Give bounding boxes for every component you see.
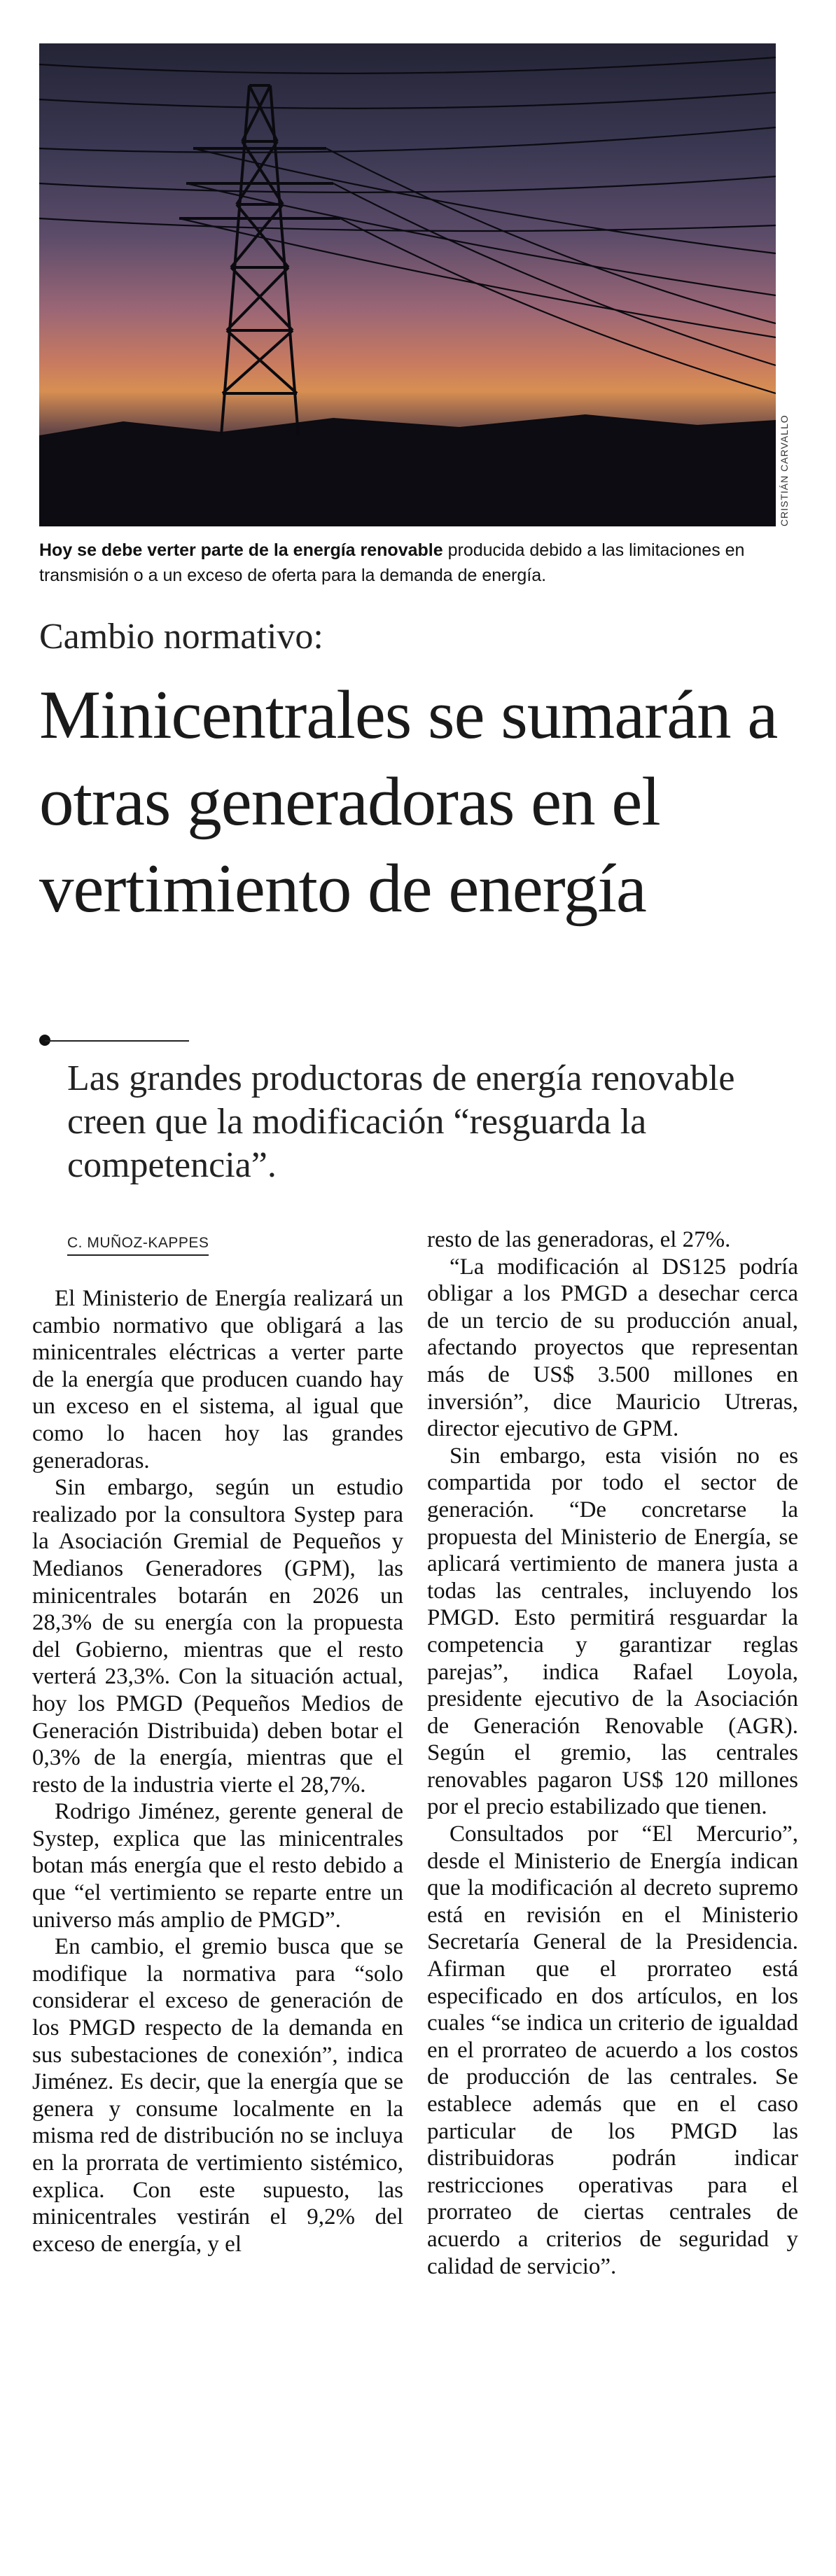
paragraph: El Ministerio de Energía realizará un cambio normativo que obligará a las minicentrales eléctricas a verter parte de la energía que producen cuando hay un exceso en el sistema, al igual que como lo hacen hoy las grandes generadoras. [32,1286,403,1474]
article-column-1 [32,1285,403,2258]
deck-rule [45,1040,189,1042]
byline: C. MUÑOZ-KAPPES [67,1235,209,1256]
paragraph: Sin embargo, esta visión no es compartida por todo el sector de generación. “De concretarse la propuesta del Ministerio de Energía, se aplicará vertimiento de manera justa a todas las centrales, incluyendo los PMGD. Esto permitirá resguardar la competencia y garantizar reglas parejas”, indica Rafael Loyola, presidente ejecutivo de la Asociación de Generación Renovable (AGR). Según el gremio, las centrales renovables pagaron US$ 120 millones por el precio estabilizado que tienen. [427,1443,798,1820]
paragraph: En cambio, el gremio busca que se modifique la normativa para “solo considerar el exceso de generación de los PMGD respecto de la demanda en sus subestaciones de conexión”, indica Jiménez. Es decir, que la energía que se genera y consume localmente en la misma red de distribución no se incluya en la prorrata de vertimiento sistémico, explica. Con este supuesto, las minicentrales vestirán el 9,2% del exceso de energía, y el [32,1934,403,2257]
article-photo [39,43,776,526]
power-tower-sunset-photo [39,43,776,526]
paragraph: Rodrigo Jiménez, gerente general de Systep, explica que las minicentrales botan más energía que el resto debido a que “el vertimiento se reparte entre un universo más amplio de PMGD”. [32,1799,403,1933]
paragraph: Sin embargo, según un estudio realizado por la consultora Systep para la Asociación Gremial de Pequeños y Medianos Generadores (GPM), las minicentrales botarán en 2026 un 28,3% de su energía con la propuesta del Gobierno, mientras que el resto verterá 23,3%. Con la situación actual, hoy los PMGD (Pequeños Medios de Generación Distribuida) deben botar el 0,3% de la energía, mientras que el resto de la industria vierte el 28,7%. [32,1475,403,1798]
paragraph-continued: resto de las generadoras, el 27%. [427,1227,731,1252]
deck: Las grandes productoras de energía renovable creen que la modificación “resguarda la competencia”. [67,1058,735,1185]
caption-text: producida debido a las limitaciones en transmisión o a un exceso de oferta para la demanda de energía. [39,540,745,585]
photo-caption [39,538,781,588]
kicker: Cambio normativo: [39,617,323,657]
headline: Minicentrales se sumarán a otras generadoras en el vertimiento de energía [39,677,778,927]
photo-credit: CRISTIÁN CARVALLO [779,414,790,526]
paragraph: Consultados por “El Mercurio”, desde el Ministerio de Energía indican que la modificación al decreto supremo está en revisión en el Ministerio Secretaría General de la Presidencia. Afirman que el prorrateo está especificado en dos artículos, en los cuales “se indica un criterio de igualdad en el prorrateo de acuerdo a los costos de producción de las centrales. Se establece además que en el caso particular de los PMGD las distribuidoras podrán indicar restricciones operativas para el prorrateo de ciertas centrales de acuerdo a criterios de seguridad y calidad de servicio”. [427,1821,798,2279]
paragraph: “La modificación al DS125 podría obligar a los PMGD a desechar cerca de un tercio de su producción anual, afectando proyectos que representan más de US$ 3.500 millones en inversión”, dice Mauricio Utreras, director ejecutivo de GPM. [427,1254,798,1442]
article-column-2 [427,1226,798,2280]
caption-lead: Hoy se debe verter parte de la energía renovable [39,540,443,560]
